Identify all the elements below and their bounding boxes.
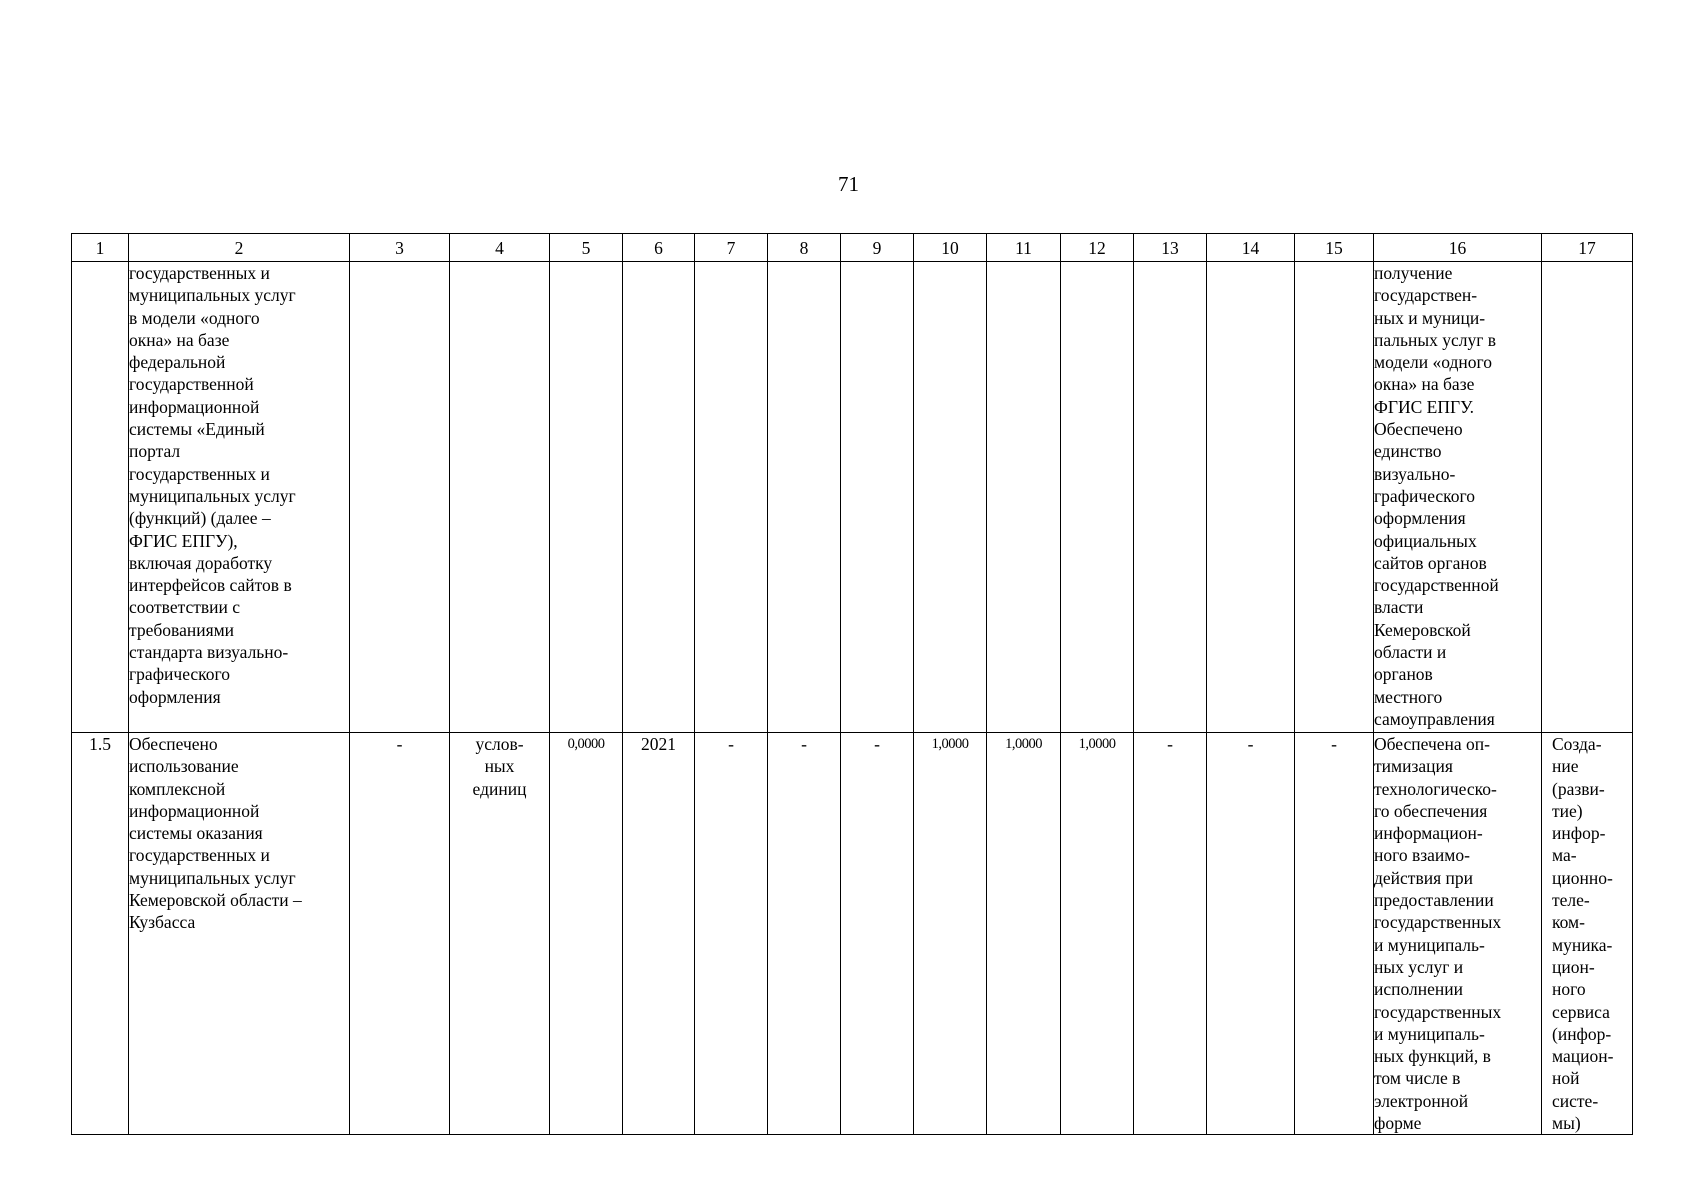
cell-number — [72, 262, 129, 733]
header-cell-15: 15 — [1295, 234, 1374, 262]
header-cell-7: 7 — [695, 234, 768, 262]
text-line: Кузбасса — [129, 912, 196, 933]
header-cell-2: 2 — [129, 234, 350, 262]
text-line: том числе в — [1374, 1068, 1461, 1089]
text-line: окна» на базе — [1374, 374, 1475, 395]
text-line: портал — [129, 441, 181, 462]
text-line: тимизация — [1374, 756, 1453, 777]
cell-col9: - — [841, 733, 914, 1135]
text-line: и муниципаль- — [1374, 1023, 1485, 1044]
text-line: технологическо- — [1374, 778, 1497, 799]
text-line: информацион- — [1374, 823, 1483, 844]
text-line: ного взаимо- — [1374, 845, 1470, 866]
cell-col7: - — [695, 733, 768, 1135]
text-line: получение — [1374, 263, 1453, 283]
text-line: органов — [1374, 664, 1433, 685]
text-line: и муниципаль- — [1374, 934, 1485, 955]
text-line: соответствии с — [129, 597, 241, 618]
cell-empty — [841, 262, 914, 733]
cell-result — [1374, 262, 1542, 733]
cell-empty — [987, 262, 1061, 733]
text-line: включая доработку — [129, 552, 273, 573]
text-line: информационной — [129, 800, 260, 821]
cell-description — [129, 733, 350, 1135]
text-line: системы «Единый — [129, 419, 265, 440]
cell-col8: - — [768, 733, 841, 1135]
text-line: оформления — [129, 686, 221, 707]
text-line: мы) — [1552, 1113, 1581, 1134]
text-line: модели «одного — [1374, 352, 1492, 373]
text-line: муниципальных услуг — [129, 867, 296, 888]
text-line: форме — [1374, 1113, 1422, 1134]
header-cell-17: 17 — [1542, 234, 1633, 262]
text-line: го обеспечения — [1374, 800, 1488, 821]
text-line: окна» на базе — [129, 329, 230, 350]
line-list — [1552, 733, 1630, 1134]
cell-unit — [450, 733, 550, 1135]
header-cell-1: 1 — [72, 234, 129, 262]
text-line: государственных и — [129, 463, 270, 484]
text-line: ных функций, в — [1374, 1046, 1491, 1067]
text-line: услов- — [475, 734, 524, 754]
text-line: систе- — [1552, 1090, 1599, 1111]
cell-empty — [1207, 262, 1295, 733]
header-cell-9: 9 — [841, 234, 914, 262]
text-line: системы оказания — [129, 823, 263, 844]
text-line: информационной — [129, 396, 260, 417]
text-line: Кемеровской области – — [129, 890, 302, 911]
text-line: ние — [1552, 756, 1579, 777]
line-list — [1374, 262, 1541, 730]
text-line: тие) — [1552, 800, 1583, 821]
text-line: ной — [1552, 1068, 1580, 1089]
table-row — [72, 733, 1633, 1135]
text-line: в модели «одного — [129, 307, 260, 328]
cell-empty — [1134, 262, 1207, 733]
text-line: графического — [129, 664, 231, 685]
cell-col5: 0,0000 — [550, 733, 623, 1135]
cell-project — [1542, 733, 1633, 1135]
cell-empty — [450, 262, 550, 733]
cell-empty — [1295, 262, 1374, 733]
cell-empty — [1061, 262, 1134, 733]
text-line: Обеспечена оп- — [1374, 734, 1490, 754]
line-list — [129, 733, 349, 934]
text-line: комплексной — [129, 778, 226, 799]
cell-description — [129, 262, 350, 733]
cell-empty — [768, 262, 841, 733]
text-line: Кемеровской — [1374, 619, 1471, 640]
text-line: ционно- — [1552, 867, 1613, 888]
text-line: пальных услуг в — [1374, 329, 1497, 350]
text-line: Обеспечено — [129, 734, 218, 754]
cell-empty — [350, 262, 450, 733]
text-line: ных и муници- — [1374, 307, 1486, 328]
text-line: ных — [484, 756, 515, 777]
cell-col12: 1,0000 — [1061, 733, 1134, 1135]
text-line: государственных и — [129, 845, 270, 866]
text-line: предоставлении — [1374, 890, 1494, 911]
cell-col6: 2021 — [623, 733, 695, 1135]
text-line: муника- — [1552, 934, 1613, 955]
text-line: исполнении — [1374, 979, 1463, 1000]
text-line: единиц — [472, 778, 527, 799]
cell-empty — [914, 262, 987, 733]
cell-empty — [623, 262, 695, 733]
line-list — [1374, 733, 1541, 1134]
text-line: ФГИС ЕПГУ), — [129, 530, 238, 551]
header-cell-12: 12 — [1061, 234, 1134, 262]
text-line: государствен- — [1374, 285, 1478, 306]
header-cell-10: 10 — [914, 234, 987, 262]
text-line: единство — [1374, 441, 1442, 462]
text-line: (разви- — [1552, 778, 1605, 799]
cell-col11: 1,0000 — [987, 733, 1061, 1135]
text-line: графического — [1374, 485, 1476, 506]
text-line: ком- — [1552, 912, 1585, 933]
line-list — [450, 733, 549, 800]
text-line: интерфейсов сайтов в — [129, 575, 292, 596]
text-line: ма- — [1552, 845, 1577, 866]
text-line: (функций) (далее – — [129, 508, 271, 529]
text-line: сайтов органов — [1374, 552, 1487, 573]
text-line: ФГИС ЕПГУ. — [1374, 396, 1474, 417]
text-line: (инфор- — [1552, 1023, 1612, 1044]
text-line: стандарта визуально- — [129, 642, 289, 663]
header-cell-11: 11 — [987, 234, 1061, 262]
cell-empty — [1542, 262, 1633, 733]
page-number: 71 — [838, 172, 859, 196]
text-line: Обеспечено — [1374, 419, 1463, 440]
text-line: электронной — [1374, 1090, 1469, 1111]
text-line: государственных — [1374, 912, 1502, 933]
text-line: государственных и — [129, 263, 270, 283]
text-line: требованиями — [129, 619, 235, 640]
header-cell-8: 8 — [768, 234, 841, 262]
header-cell-6: 6 — [623, 234, 695, 262]
text-line: местного — [1374, 686, 1443, 707]
cell-empty — [695, 262, 768, 733]
header-cell-4: 4 — [450, 234, 550, 262]
line-list — [129, 262, 349, 708]
header-cell-3: 3 — [350, 234, 450, 262]
text-line: муниципальных услуг — [129, 285, 296, 306]
text-line: цион- — [1552, 956, 1595, 977]
text-line: сервиса — [1552, 1001, 1610, 1022]
text-line: оформления — [1374, 508, 1466, 529]
cell-empty — [550, 262, 623, 733]
table-row — [72, 262, 1633, 733]
text-line: власти — [1374, 597, 1424, 618]
text-line: инфор- — [1552, 823, 1606, 844]
text-line: государственной — [1374, 575, 1499, 596]
text-line: теле- — [1552, 890, 1590, 911]
cell-col3: - — [350, 733, 450, 1135]
text-line: действия при — [1374, 867, 1473, 888]
text-line: государственных — [1374, 1001, 1502, 1022]
cell-result — [1374, 733, 1542, 1135]
cell-col10: 1,0000 — [914, 733, 987, 1135]
text-line: Созда- — [1552, 734, 1602, 754]
text-line: мацион- — [1552, 1046, 1614, 1067]
header-cell-13: 13 — [1134, 234, 1207, 262]
text-line: государственной — [129, 374, 254, 395]
header-cell-5: 5 — [550, 234, 623, 262]
text-line: визуально- — [1374, 463, 1456, 484]
data-table — [71, 233, 1633, 1135]
cell-col14: - — [1207, 733, 1295, 1135]
header-cell-14: 14 — [1207, 234, 1295, 262]
cell-col15: - — [1295, 733, 1374, 1135]
text-line: самоуправления — [1374, 708, 1495, 729]
text-line: федеральной — [129, 352, 226, 373]
text-line: ного — [1552, 979, 1586, 1000]
cell-number: 1.5 — [72, 733, 129, 1135]
header-row — [72, 234, 1633, 262]
cell-col13: - — [1134, 733, 1207, 1135]
text-line: ных услуг и — [1374, 956, 1464, 977]
header-cell-16: 16 — [1374, 234, 1542, 262]
text-line: муниципальных услуг — [129, 485, 296, 506]
text-line: официальных — [1374, 530, 1477, 551]
text-line: использование — [129, 756, 239, 777]
text-line: области и — [1374, 642, 1447, 663]
